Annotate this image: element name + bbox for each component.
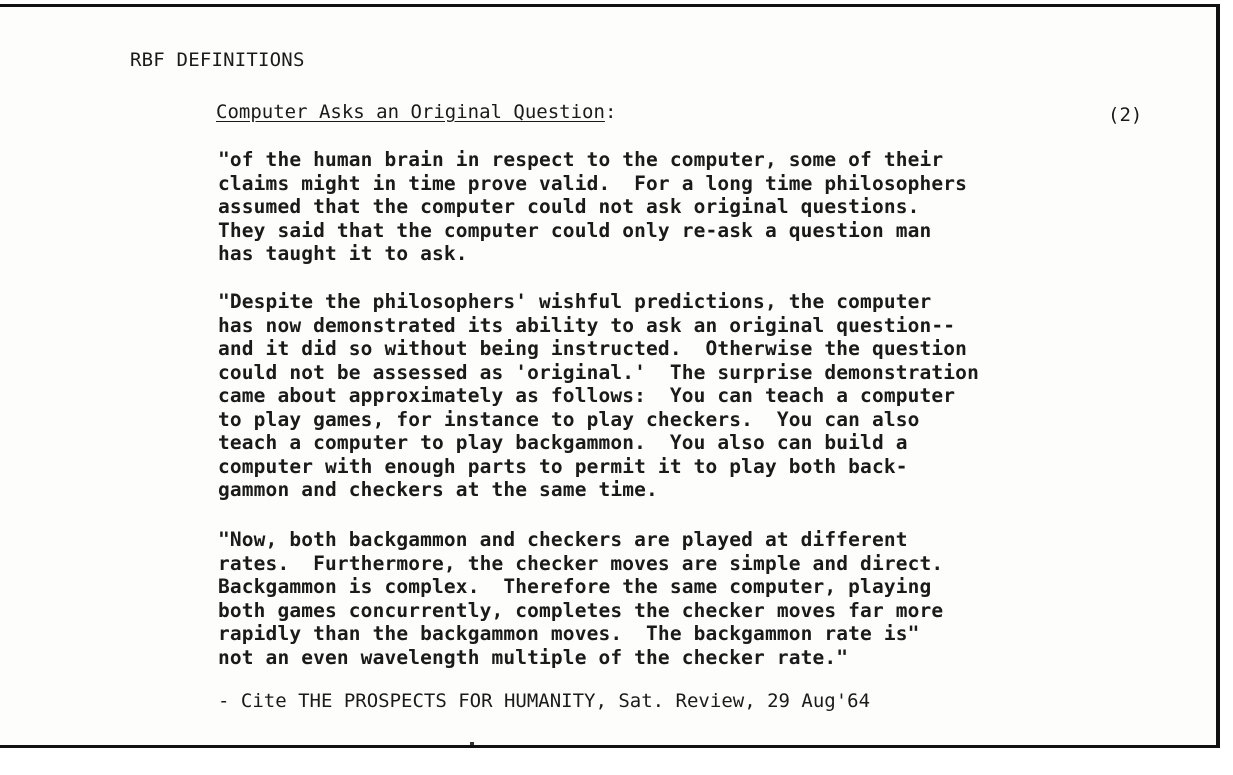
- text-line: assumed that the computer could not ask original questions.: [218, 195, 920, 218]
- quote-paragraph-3: [218, 528, 943, 669]
- quote-paragraph-1: [218, 148, 967, 266]
- text-line: "Despite the philosophers' wishful predictions, the computer: [218, 290, 932, 313]
- document-header: RBF DEFINITIONS: [130, 49, 305, 71]
- text-line: rates. Furthermore, the checker moves are simple and direct.: [218, 551, 944, 575]
- citation: - Cite THE PROSPECTS FOR HUMANITY, Sat. Review, 29 Aug'64: [218, 690, 871, 712]
- quote-paragraph-2: [218, 290, 979, 502]
- text-line: rapidly than the backgammon moves. The backgammon rate is": [218, 622, 920, 645]
- text-line: has now demonstrated its ability to ask an original question--: [218, 313, 956, 337]
- text-line: Backgammon is complex. Therefore the same computer, playing: [218, 575, 932, 598]
- text-line: They said that the computer could only re-ask a question man: [218, 218, 932, 242]
- section-title-colon: :: [604, 101, 617, 123]
- section-heading: [216, 101, 616, 123]
- text-line: "Now, both backgammon and checkers are played at different: [218, 528, 908, 551]
- text-line: both games concurrently, completes the checker moves far more: [218, 598, 944, 622]
- text-line: has taught it to ask.: [218, 242, 468, 265]
- text-line: not an even wavelength multiple of the checker rate.": [218, 645, 849, 669]
- text-line: computer with enough parts to permit it to play both back-: [218, 454, 908, 478]
- section-title: Computer Asks an Original Question: [216, 101, 605, 123]
- text-line: and it did so without being instructed. Otherwise the question: [218, 337, 968, 360]
- text-line: could not be assessed as 'original.' The surprise demonstration: [218, 360, 979, 384]
- text-line: came about approximately as follows: You can teach a computer: [218, 384, 956, 407]
- text-line: to play games, for instance to play checkers. You can also: [218, 407, 920, 431]
- text-line: teach a computer to play backgammon. You also can build a: [218, 431, 908, 454]
- text-line: claims might in time prove valid. For a long time philosophers: [218, 171, 968, 195]
- text-line: "of the human brain in respect to the computer, some of their: [218, 148, 944, 171]
- scan-mark: [470, 742, 474, 745]
- text-line: gammon and checkers at the same time.: [218, 478, 658, 501]
- page-number: (2): [1108, 104, 1143, 126]
